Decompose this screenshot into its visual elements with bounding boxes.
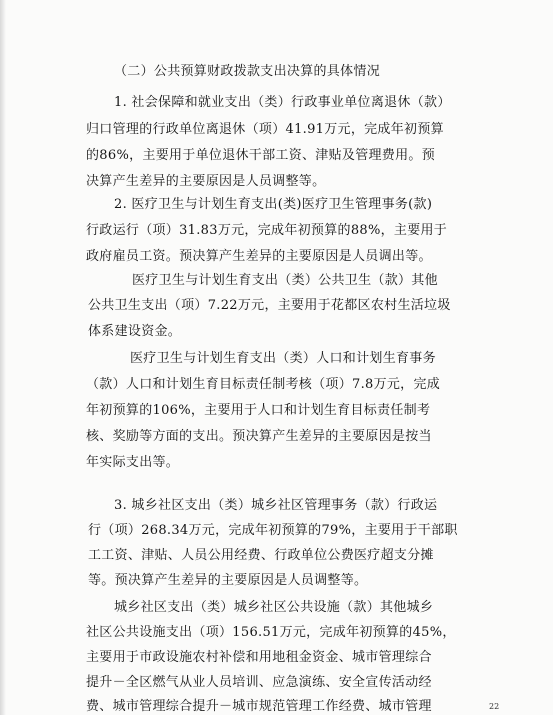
paragraph-line: 决算产生差异的主要原因是人员调整等。 bbox=[86, 174, 326, 189]
paragraph-line: （款）人口和计划生育目标责任制考核（项）7.8万元，完成 bbox=[86, 377, 441, 392]
paragraph-line: 主要用于市政设施农村补偿和用地租金资金、城市管理综合 bbox=[86, 650, 432, 665]
paragraph-line: 提升－全区燃气从业人员培训、应急演练、安全宣传活动经 bbox=[86, 675, 432, 690]
paragraph-line: 行（项）268.34万元，完成年初预算的79%，主要用于干部职 bbox=[88, 523, 458, 538]
section-heading: （二）公共预算财政拨款支出决算的具体情况 bbox=[114, 64, 381, 79]
paragraph-line: 费、城市管理综合提升－城市规范管理工作经费、城市管理 bbox=[86, 699, 432, 714]
paragraph-line: 年实际支出等。 bbox=[86, 455, 180, 470]
paragraph-line: 医疗卫生与计划生育支出（类）人口和计划生育事务 bbox=[130, 351, 436, 366]
paragraph-line: 核、奖励等方面的支出。预决算产生差异的主要原因是按当 bbox=[86, 429, 432, 444]
paragraph-line: 体系建设资金。 bbox=[88, 324, 182, 339]
paragraph-line: 2. 医疗卫生与计划生育支出(类)医疗卫生管理事务(款) bbox=[114, 197, 433, 212]
paragraph-line: 政府雇员工资。预决算产生差异的主要原因是人员调出等。 bbox=[86, 249, 432, 264]
paragraph-line: 社区公共设施支出（项）156.51万元，完成年初预算的45%， bbox=[86, 625, 456, 640]
paragraph-line: 公共卫生支出（项）7.22万元，主要用于花都区农村生活垃圾 bbox=[88, 298, 451, 313]
paragraph-line: 归口管理的行政单位离退休（项）41.91万元，完成年初预算 bbox=[86, 122, 444, 137]
paragraph-line: 医疗卫生与计划生育支出（类）公共卫生（款）其他 bbox=[132, 273, 438, 288]
scan-edge-shadow bbox=[0, 0, 6, 715]
paragraph-line: 工工资、津贴、人员公用经费、行政单位公费医疗超支分摊 bbox=[88, 548, 434, 563]
paragraph-line: 城乡社区支出（类）城乡社区公共设施（款）其他城乡 bbox=[114, 600, 434, 615]
paragraph-line: 3. 城乡社区支出（类）城乡社区管理事务（款）行政运 bbox=[114, 498, 438, 513]
paragraph-line: 等。预决算产生差异的主要原因是人员调整等。 bbox=[88, 573, 368, 588]
paragraph-line: 的86%，主要用于单位退休干部工资、津贴及管理费用。预 bbox=[86, 148, 435, 163]
paragraph-line: 行政运行（项）31.83万元，完成年初预算的88%，主要用于 bbox=[86, 223, 448, 238]
paragraph-line: 1. 社会保障和就业支出（类）行政事业单位离退休（款） bbox=[114, 95, 451, 110]
page-number: 22 bbox=[489, 702, 500, 711]
paragraph-line: 年初预算的106%，主要用于人口和计划生育目标责任制考 bbox=[86, 403, 431, 418]
